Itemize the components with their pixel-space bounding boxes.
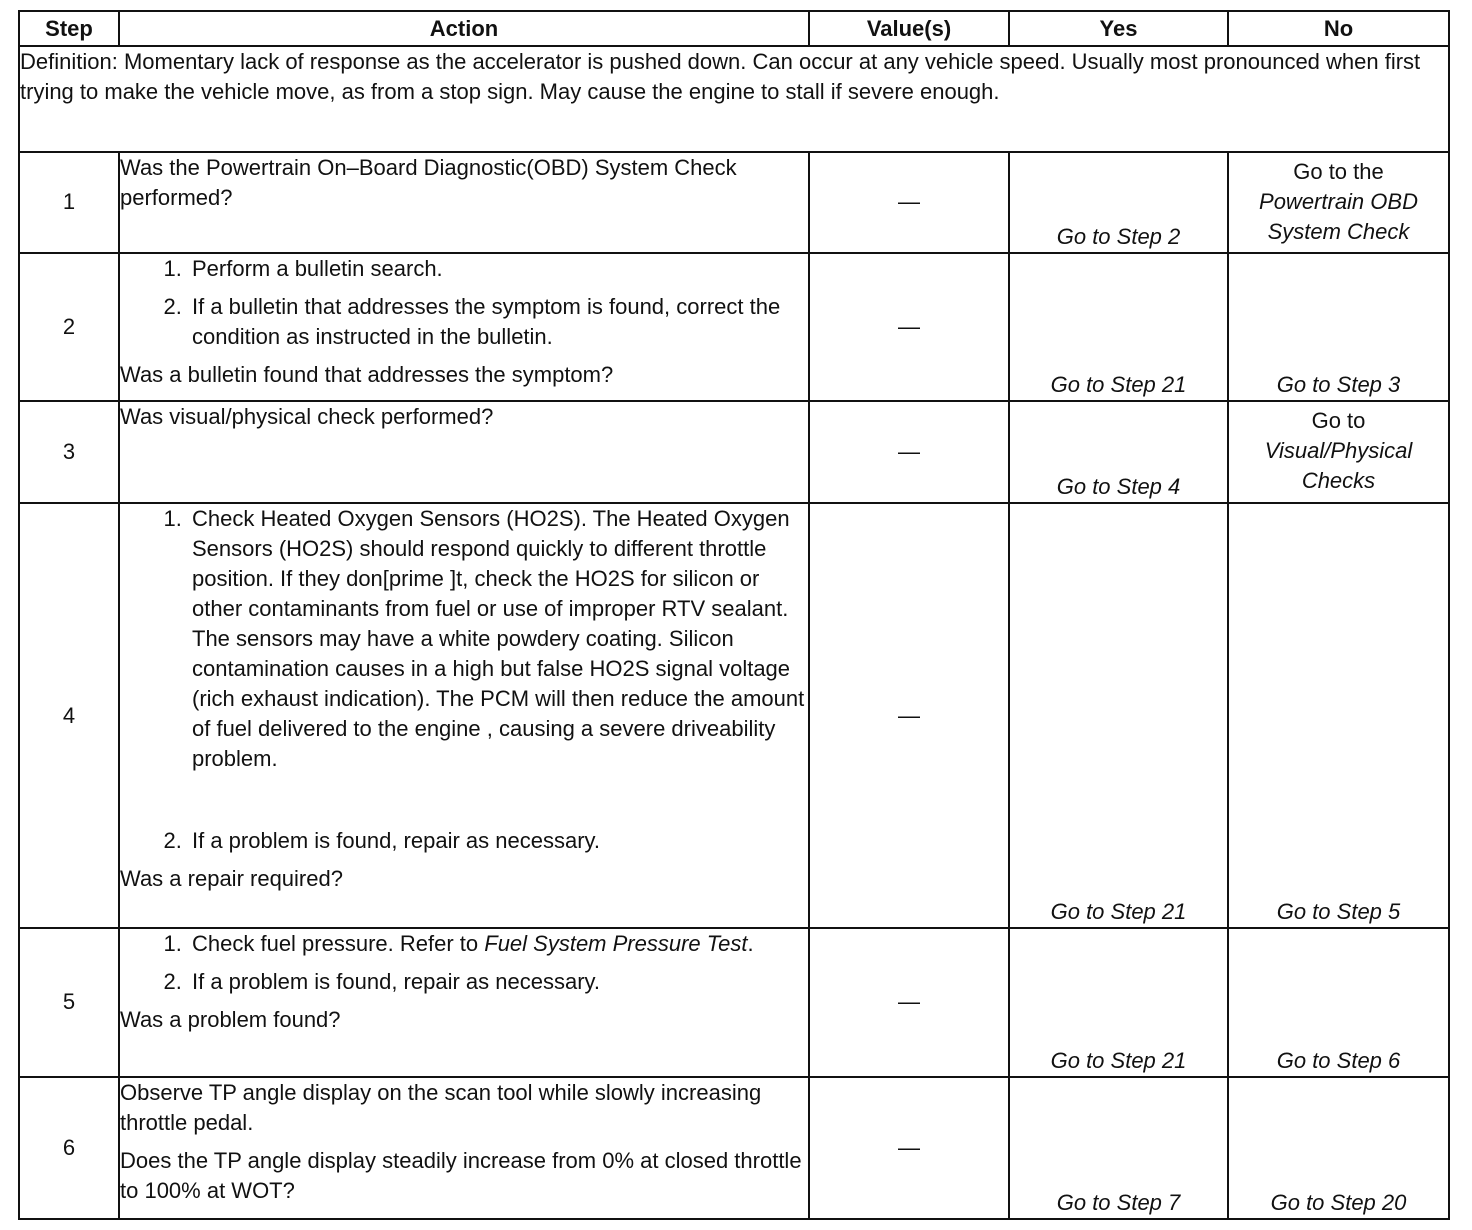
action-question: Was a bulletin found that addresses the symptom? bbox=[120, 361, 614, 387]
yes-cell: Go to Step 2 bbox=[1009, 152, 1228, 252]
table-row bbox=[19, 503, 1449, 928]
action-cell bbox=[119, 152, 809, 252]
yes-cell: Go to Step 4 bbox=[1009, 401, 1228, 503]
table-row bbox=[19, 401, 1449, 503]
step-number: 5 bbox=[19, 928, 119, 1076]
no-text: Go to the bbox=[1293, 159, 1384, 185]
action-question: Was a problem found? bbox=[120, 1007, 341, 1033]
table-row bbox=[19, 928, 1449, 1076]
value-cell: — bbox=[809, 253, 1009, 401]
header-no: No bbox=[1228, 11, 1449, 46]
definition-text: Definition: Momentary lack of response as the accelerator is pushed down. Can occur at any vehicle speed. Usually most pronounced when first trying to make the vehicle move, as from a stop sign. May cause the engine to stall if severe enough. bbox=[19, 46, 1449, 152]
header-yes: Yes bbox=[1009, 11, 1228, 46]
step-number: 6 bbox=[19, 1077, 119, 1219]
step-number: 4 bbox=[19, 503, 119, 928]
no-cell: Go to Step 20 bbox=[1228, 1077, 1449, 1219]
yes-cell: Go to Step 21 bbox=[1009, 253, 1228, 401]
step-number: 3 bbox=[19, 401, 119, 503]
action-question: Was a repair required? bbox=[120, 866, 343, 892]
action-question: Does the TP angle display steadily increase from 0% at closed throttle to 100% at WOT? bbox=[120, 1147, 802, 1203]
no-cell: Go to Step 6 bbox=[1228, 928, 1449, 1076]
list-item: 2. If a problem is found, repair as necessary. bbox=[188, 967, 808, 997]
diagnostic-table bbox=[18, 10, 1450, 1220]
action-cell bbox=[119, 503, 809, 928]
no-text: Go to bbox=[1311, 407, 1366, 433]
list-item: 2. If a problem is found, repair as necessary. bbox=[188, 826, 808, 856]
list-item bbox=[188, 929, 808, 959]
no-cell: Go to Step 5 bbox=[1228, 503, 1449, 928]
action-list bbox=[120, 929, 808, 997]
list-item: 1. Perform a bulletin search. bbox=[188, 254, 808, 284]
no-link: Powertrain OBD System Check bbox=[1259, 189, 1418, 245]
table-row bbox=[19, 253, 1449, 401]
action-question: Was the Powertrain On–Board Diagnostic(OBD) System Check performed? bbox=[120, 155, 737, 211]
value-cell: — bbox=[809, 503, 1009, 928]
yes-cell: Go to Step 21 bbox=[1009, 928, 1228, 1076]
yes-cell: Go to Step 21 bbox=[1009, 503, 1228, 928]
action-list bbox=[120, 254, 808, 352]
action-cell bbox=[119, 401, 809, 503]
no-link: Visual/Physical Checks bbox=[1264, 437, 1413, 493]
header-row bbox=[19, 11, 1449, 46]
action-list bbox=[120, 504, 808, 856]
yes-cell: Go to Step 7 bbox=[1009, 1077, 1228, 1219]
action-cell bbox=[119, 1077, 809, 1219]
table-row bbox=[19, 152, 1449, 252]
no-cell: Go to Step 3 bbox=[1228, 253, 1449, 401]
value-cell: — bbox=[809, 401, 1009, 503]
definition-row bbox=[19, 46, 1449, 152]
value-cell: — bbox=[809, 928, 1009, 1076]
list-item: 1. Check Heated Oxygen Sensors (HO2S). The Heated Oxygen Sensors (HO2S) should respond quickly to different throttle position. If they don[prime ]t, check the HO2S for silicon or other contaminants from fuel or use of improper RTV sealant. The sensors may have a white powdery coating. Silicon contamination causes in a high but false HO2S signal voltage (rich exhaust indication). The PCM will then reduce the amount of fuel delivered to the engine , causing a severe driveability problem. bbox=[188, 504, 808, 774]
list-item-text: Check fuel pressure. Refer to bbox=[192, 931, 485, 957]
table-row bbox=[19, 1077, 1449, 1219]
action-cell bbox=[119, 253, 809, 401]
list-item: 2. If a bulletin that addresses the symptom is found, correct the condition as instructed in the bulletin. bbox=[188, 292, 808, 352]
action-instruction: Observe TP angle display on the scan tool while slowly increasing throttle pedal. bbox=[120, 1079, 762, 1135]
header-values: Value(s) bbox=[809, 11, 1009, 46]
list-item-end: . bbox=[747, 931, 754, 957]
value-cell: — bbox=[809, 1077, 1009, 1219]
no-cell bbox=[1228, 152, 1449, 252]
action-cell bbox=[119, 928, 809, 1076]
value-cell: — bbox=[809, 152, 1009, 252]
step-number: 2 bbox=[19, 253, 119, 401]
header-action: Action bbox=[119, 11, 809, 46]
step-number: 1 bbox=[19, 152, 119, 252]
no-cell bbox=[1228, 401, 1449, 503]
action-question: Was visual/physical check performed? bbox=[120, 403, 494, 429]
reference-link: Fuel System Pressure Test bbox=[484, 931, 748, 957]
header-step: Step bbox=[19, 11, 119, 46]
